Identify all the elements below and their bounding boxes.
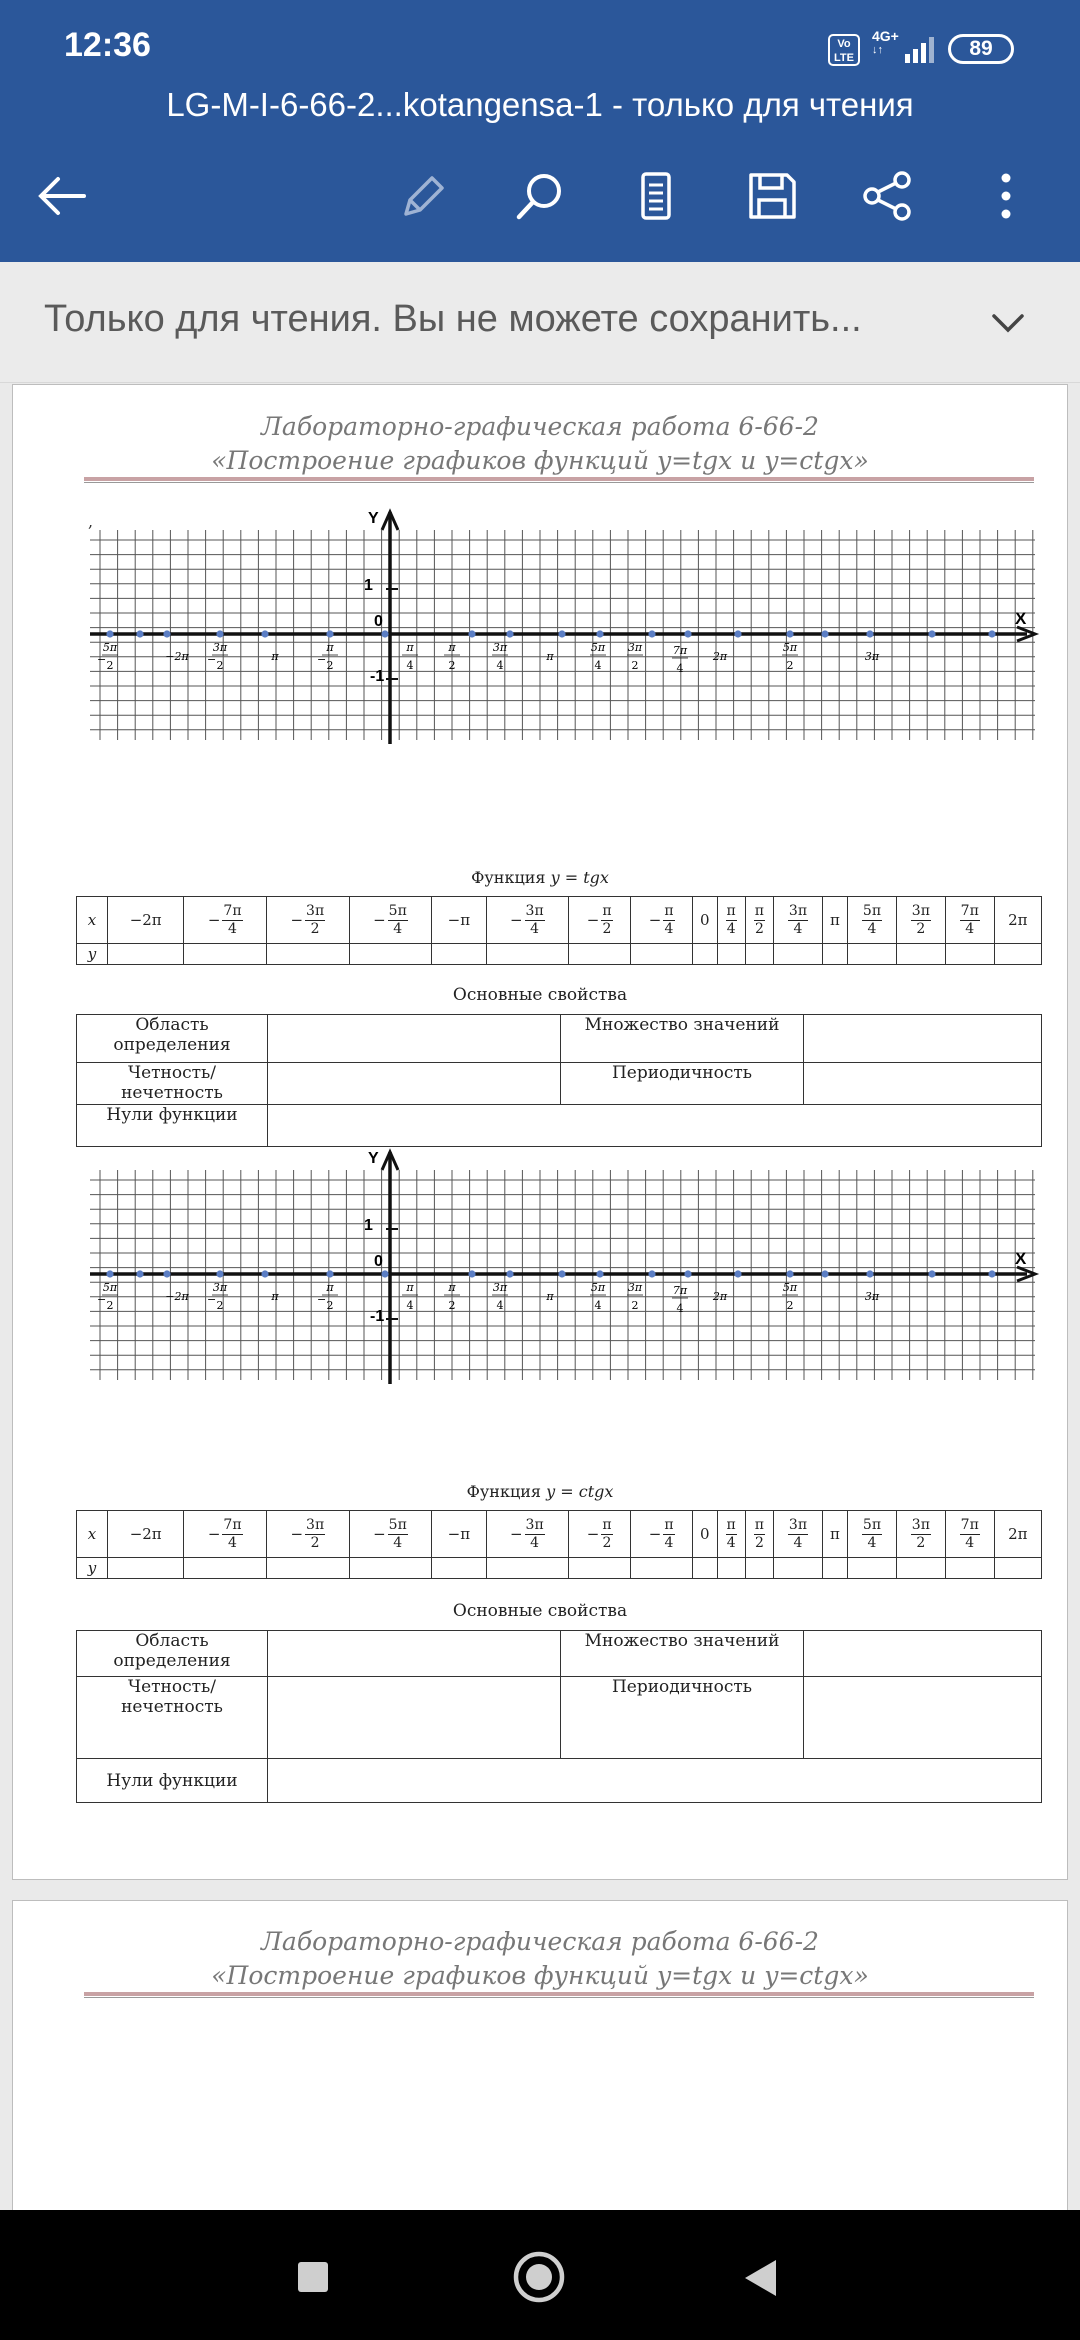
period-value[interactable] xyxy=(804,1063,1042,1105)
parity-label: Четность/ нечетность xyxy=(77,1063,268,1105)
recents-icon xyxy=(298,2262,328,2292)
table-input-cell[interactable] xyxy=(432,944,486,965)
table-input-cell[interactable] xyxy=(774,944,823,965)
svg-text:−2π: −2π xyxy=(165,650,189,663)
back-arrow-icon xyxy=(32,166,92,226)
x-tick-label xyxy=(270,650,279,663)
svg-text:4: 4 xyxy=(496,1299,504,1312)
header-line-1: Лабораторно-графическая работа 6-66-2 xyxy=(261,1927,819,1956)
y-row-label: y xyxy=(77,1558,108,1579)
column-value: $\frac{5\pi}{4}$ xyxy=(862,902,882,937)
x-axis-label: X xyxy=(1015,609,1027,628)
table-header-cell xyxy=(432,897,486,944)
axis-tick-point xyxy=(866,1270,873,1277)
svg-text:3π: 3π xyxy=(492,1281,508,1294)
svg-text:2: 2 xyxy=(631,1299,639,1312)
column-value: −2π xyxy=(129,911,162,929)
more-button[interactable] xyxy=(970,160,1042,232)
axis-tick-point xyxy=(216,1270,223,1277)
svg-text:−: − xyxy=(97,1293,107,1306)
svg-text:2π: 2π xyxy=(712,1290,728,1303)
table-input-cell[interactable] xyxy=(266,1558,349,1579)
table-input-cell[interactable] xyxy=(745,1558,773,1579)
column-value: $\frac{5\pi}{4}$ xyxy=(388,1516,407,1551)
chevron-down-icon[interactable] xyxy=(980,296,1036,352)
table-header-cell: − $\frac{5\pi}{4}$ xyxy=(349,897,432,944)
table-input-cell[interactable] xyxy=(994,1558,1041,1579)
column-value: $\frac{3\pi}{4}$ xyxy=(788,902,808,937)
x-tick-label xyxy=(865,1290,880,1303)
svg-text:3π: 3π xyxy=(212,1281,228,1294)
table-input-cell[interactable] xyxy=(945,944,994,965)
axis-tick-point xyxy=(786,630,793,637)
table-input-cell[interactable] xyxy=(349,944,432,965)
x-tick-label xyxy=(165,1290,189,1303)
column-value: $\frac{3\pi}{4}$ xyxy=(525,902,544,937)
svg-text:2π: 2π xyxy=(712,650,728,663)
axis-tick-point xyxy=(596,1270,603,1277)
x-tick-label xyxy=(270,1290,279,1303)
axis-tick-point xyxy=(558,630,565,637)
table-input-cell[interactable] xyxy=(631,944,693,965)
column-value: −π xyxy=(447,1525,471,1543)
parity-label: Четность/ нечетность xyxy=(77,1677,268,1759)
table-input-cell[interactable] xyxy=(432,1558,486,1579)
values-table-ctgx xyxy=(76,1510,1042,1579)
table-header-cell xyxy=(822,897,847,944)
table-input-cell[interactable] xyxy=(693,1558,717,1579)
table-input-cell[interactable] xyxy=(848,944,897,965)
column-value: $\frac{\pi}{4}$ xyxy=(664,1516,674,1551)
x-tick-label xyxy=(712,650,728,663)
axis-tick-point xyxy=(381,630,388,637)
svg-text:2: 2 xyxy=(326,1299,334,1312)
table-input-cell[interactable] xyxy=(945,1558,994,1579)
column-value: −π xyxy=(447,911,471,929)
svg-text:3π: 3π xyxy=(492,641,508,654)
header-line-1: Лабораторно-графическая работа 6-66-2 xyxy=(261,412,819,441)
table-header-cell xyxy=(994,897,1041,944)
column-value: 0 xyxy=(700,1525,710,1543)
column-value: π xyxy=(830,911,840,929)
svg-text:4: 4 xyxy=(406,659,414,672)
svg-text:7π: 7π xyxy=(672,1284,688,1297)
x-tick-label xyxy=(672,644,688,675)
svg-text:2: 2 xyxy=(106,1299,114,1312)
svg-text:4: 4 xyxy=(406,1299,414,1312)
svg-text:3π: 3π xyxy=(627,1281,643,1294)
svg-text:5π: 5π xyxy=(590,641,606,654)
recents-button[interactable] xyxy=(296,2260,330,2294)
zeros-label: Нули функции xyxy=(77,1759,268,1803)
svg-text:2: 2 xyxy=(786,659,794,672)
svg-text:π: π xyxy=(326,641,334,654)
axis-tick-point xyxy=(866,630,873,637)
table-header-cell xyxy=(717,1511,745,1558)
svg-text:π: π xyxy=(271,1290,279,1303)
domain-value[interactable] xyxy=(268,1631,561,1677)
edit-button[interactable] xyxy=(386,160,458,232)
column-value: $\frac{3\pi}{4}$ xyxy=(525,1516,544,1551)
back-button[interactable] xyxy=(26,160,98,232)
axis-tick-point xyxy=(216,630,223,637)
read-only-banner[interactable] xyxy=(0,262,1080,383)
table-header-cell xyxy=(432,1511,486,1558)
svg-text:5π: 5π xyxy=(102,641,118,654)
svg-text:π: π xyxy=(271,650,279,663)
stray-mark: , xyxy=(88,512,94,531)
y-minus-one-label: -1 xyxy=(370,1308,385,1325)
svg-text:4: 4 xyxy=(496,659,504,672)
table-input-cell[interactable] xyxy=(774,1558,823,1579)
caption-tgx: Функция y = tgx xyxy=(471,868,609,887)
table-input-cell[interactable] xyxy=(486,944,569,965)
svg-text:−: − xyxy=(317,1293,327,1306)
column-value: −2π xyxy=(129,1525,162,1543)
signal-icon xyxy=(904,36,936,64)
more-icon xyxy=(976,166,1036,226)
axis-tick-point xyxy=(821,1270,828,1277)
table-header-cell xyxy=(896,1511,945,1558)
svg-text:7π: 7π xyxy=(672,644,688,657)
x-row-label: x xyxy=(77,897,108,944)
svg-text:5π: 5π xyxy=(782,641,798,654)
column-value: $\frac{\pi}{2}$ xyxy=(602,1516,612,1551)
range-value[interactable] xyxy=(804,1015,1042,1063)
svg-text:5π: 5π xyxy=(782,1281,798,1294)
table-header-cell xyxy=(774,897,823,944)
axis-tick-point xyxy=(326,630,333,637)
svg-text:π: π xyxy=(546,1290,554,1303)
header-rule xyxy=(84,1992,1034,1996)
table-header-cell: − $\frac{\pi}{4}$ xyxy=(631,897,693,944)
svg-text:−: − xyxy=(97,653,107,666)
back-nav-button[interactable] xyxy=(742,2258,778,2298)
axis-tick-point xyxy=(786,1270,793,1277)
table-input-cell[interactable] xyxy=(486,1558,569,1579)
domain-label: Область определения xyxy=(77,1015,268,1063)
header-line-2: «Построение графиков функций y=tgx и y=ctgx» xyxy=(211,446,869,475)
table-input-cell[interactable] xyxy=(631,1558,693,1579)
y-one-label: 1 xyxy=(364,1217,373,1234)
clock: 12:36 xyxy=(64,26,151,64)
table-input-cell[interactable] xyxy=(569,1558,631,1579)
x-row-label: x xyxy=(77,1511,108,1558)
table-input-cell[interactable] xyxy=(822,944,847,965)
svg-text:−2π: −2π xyxy=(165,1290,189,1303)
svg-text:π: π xyxy=(546,650,554,663)
column-value: $\frac{7\pi}{4}$ xyxy=(960,1516,979,1551)
column-value: $\frac{3\pi}{2}$ xyxy=(911,902,930,937)
table-input-cell[interactable] xyxy=(184,1558,267,1579)
save-button[interactable] xyxy=(736,160,808,232)
table-header-cell xyxy=(717,897,745,944)
axis-tick-point xyxy=(326,1270,333,1277)
axis-tick-point xyxy=(928,1270,935,1277)
page-2-header xyxy=(0,1925,1080,1993)
column-value: $\frac{3\pi}{2}$ xyxy=(911,1516,930,1551)
svg-text:5π: 5π xyxy=(590,1281,606,1294)
properties-title-2: Основные свойства xyxy=(452,1601,628,1621)
table-input-cell[interactable] xyxy=(266,944,349,965)
table-header-cell xyxy=(693,1511,717,1558)
svg-text:2: 2 xyxy=(631,659,639,672)
domain-label: Область определения xyxy=(77,1631,268,1677)
range-label: Множество значений xyxy=(561,1015,804,1063)
x-tick-label xyxy=(545,1290,554,1303)
svg-text:π: π xyxy=(406,1281,414,1294)
x-tick-label xyxy=(712,1290,728,1303)
svg-text:4: 4 xyxy=(676,662,684,675)
svg-text:2: 2 xyxy=(786,1299,794,1312)
range-value[interactable] xyxy=(804,1631,1042,1677)
svg-text:2: 2 xyxy=(216,659,224,672)
column-value: $\frac{\pi}{2}$ xyxy=(754,902,764,937)
coordinate-grid-ctgx xyxy=(90,1140,1040,1480)
share-button[interactable] xyxy=(852,160,924,232)
column-value: $\frac{3\pi}{4}$ xyxy=(788,1516,808,1551)
svg-text:3π: 3π xyxy=(627,641,643,654)
axis-tick-point xyxy=(558,1270,565,1277)
column-value: $\frac{7\pi}{4}$ xyxy=(960,902,979,937)
x-tick-label xyxy=(672,1284,688,1315)
values-table-tgx xyxy=(76,896,1042,965)
caption-ctgx: Функция y = ctgx xyxy=(466,1482,614,1501)
svg-text:−: − xyxy=(317,653,327,666)
table-header-cell xyxy=(745,1511,773,1558)
axis-tick-point xyxy=(684,1270,691,1277)
table-input-cell[interactable] xyxy=(184,944,267,965)
table-input-cell[interactable] xyxy=(822,1558,847,1579)
table-input-cell[interactable] xyxy=(717,1558,745,1579)
table-header-cell: − $\frac{\pi}{2}$ xyxy=(569,1511,631,1558)
table-input-cell[interactable] xyxy=(349,1558,432,1579)
axis-tick-point xyxy=(381,1270,388,1277)
column-value: 0 xyxy=(700,911,710,929)
axis-tick-point xyxy=(648,1270,655,1277)
table-header-cell xyxy=(945,897,994,944)
table-input-cell[interactable] xyxy=(745,944,773,965)
axis-tick-point xyxy=(988,1270,995,1277)
svg-text:π: π xyxy=(448,1281,456,1294)
coordinate-grid-tgx xyxy=(90,500,1040,840)
svg-text:π: π xyxy=(406,641,414,654)
axis-tick-point xyxy=(821,630,828,637)
table-header-cell xyxy=(822,1511,847,1558)
svg-text:4: 4 xyxy=(594,659,602,672)
table-input-cell[interactable] xyxy=(896,1558,945,1579)
parity-value[interactable] xyxy=(268,1063,561,1105)
x-tick-label xyxy=(545,650,554,663)
table-header-cell xyxy=(848,897,897,944)
axis-tick-point xyxy=(106,630,113,637)
svg-text:3π: 3π xyxy=(864,1290,880,1303)
range-label: Множество значений xyxy=(561,1631,804,1677)
table-input-cell[interactable] xyxy=(693,944,717,965)
y-one-label: 1 xyxy=(364,577,373,594)
y-row-label: y xyxy=(77,944,108,965)
column-value: π xyxy=(830,1525,840,1543)
svg-text:5π: 5π xyxy=(102,1281,118,1294)
axis-tick-point xyxy=(734,1270,741,1277)
home-button[interactable] xyxy=(512,2250,566,2304)
axis-tick-point xyxy=(684,630,691,637)
svg-text:3π: 3π xyxy=(864,650,880,663)
column-value: $\frac{\pi}{4}$ xyxy=(726,902,736,937)
column-value: $\frac{\pi}{4}$ xyxy=(664,902,674,937)
table-input-cell[interactable] xyxy=(569,944,631,965)
banner-text: Только для чтения. Вы не можете сохранить... xyxy=(44,298,862,340)
battery-icon: 89 xyxy=(948,34,1014,64)
reading-view-button[interactable] xyxy=(620,160,692,232)
table-header-cell: − $\frac{\pi}{4}$ xyxy=(631,1511,693,1558)
y-minus-one-label: -1 xyxy=(370,668,385,685)
svg-text:4: 4 xyxy=(676,1302,684,1315)
axis-tick-point xyxy=(261,1270,268,1277)
svg-text:−: − xyxy=(207,1293,217,1306)
page-header xyxy=(0,410,1080,478)
properties-table-tgx xyxy=(76,1014,1042,1147)
table-header-cell xyxy=(108,897,184,944)
axis-tick-point xyxy=(988,630,995,637)
table-input-cell[interactable] xyxy=(848,1558,897,1579)
volte-icon: Vo LTE xyxy=(828,34,860,66)
x-tick-label xyxy=(165,650,189,663)
column-value: $\frac{5\pi}{4}$ xyxy=(862,1516,882,1551)
column-value: $\frac{\pi}{4}$ xyxy=(726,1516,736,1551)
table-header-cell: − $\frac{3\pi}{4}$ xyxy=(486,1511,569,1558)
table-header-cell xyxy=(693,897,717,944)
axis-tick-point xyxy=(163,1270,170,1277)
network-type: 4G+ ↓↑ xyxy=(872,28,899,56)
axis-tick-point xyxy=(596,630,603,637)
table-header-cell xyxy=(774,1511,823,1558)
svg-text:2: 2 xyxy=(448,1299,456,1312)
table-header-cell xyxy=(945,1511,994,1558)
period-value[interactable] xyxy=(804,1677,1042,1759)
table-header-cell: − $\frac{3\pi}{4}$ xyxy=(486,897,569,944)
axis-tick-point xyxy=(648,630,655,637)
table-input-cell[interactable] xyxy=(896,944,945,965)
domain-value[interactable] xyxy=(268,1015,561,1063)
properties-title-1: Основные свойства xyxy=(452,985,628,1005)
system-navigation-bar xyxy=(0,2210,1080,2340)
axis-tick-point xyxy=(136,1270,143,1277)
svg-text:2: 2 xyxy=(106,659,114,672)
column-value: $\frac{3\pi}{2}$ xyxy=(306,902,325,937)
svg-text:π: π xyxy=(448,641,456,654)
table-header-cell: − $\frac{3\pi}{2}$ xyxy=(266,897,349,944)
svg-text:2: 2 xyxy=(216,1299,224,1312)
axis-tick-point xyxy=(136,630,143,637)
header-rule xyxy=(84,477,1034,481)
column-value: 2π xyxy=(1008,1525,1028,1543)
table-input-cell[interactable] xyxy=(108,944,184,965)
axis-tick-point xyxy=(468,1270,475,1277)
app-bar xyxy=(0,0,1080,262)
x-axis-label: X xyxy=(1015,1249,1027,1268)
y-axis-label: Y xyxy=(368,1150,379,1167)
axis-tick-point xyxy=(106,1270,113,1277)
document-title: LG-M-I-6-66-2...kotangensa-1 - только для чтения xyxy=(166,86,914,123)
pencil-icon xyxy=(392,166,452,226)
svg-text:2: 2 xyxy=(448,659,456,672)
search-icon xyxy=(510,166,570,226)
column-value: 2π xyxy=(1008,911,1028,929)
axis-tick-point xyxy=(928,630,935,637)
parity-value[interactable] xyxy=(268,1677,561,1759)
axis-tick-point xyxy=(261,630,268,637)
axis-tick-point xyxy=(734,630,741,637)
column-value: $\frac{7\pi}{4}$ xyxy=(223,1516,242,1551)
share-icon xyxy=(858,166,918,226)
svg-text:−: − xyxy=(207,653,217,666)
column-value: $\frac{3\pi}{2}$ xyxy=(306,1516,325,1551)
axis-tick-point xyxy=(468,630,475,637)
table-input-cell[interactable] xyxy=(717,944,745,965)
axis-tick-point xyxy=(163,630,170,637)
back-triangle-icon xyxy=(745,2260,776,2296)
zeros-value[interactable] xyxy=(268,1759,1042,1803)
axis-tick-point xyxy=(506,630,513,637)
search-button[interactable] xyxy=(504,160,576,232)
x-tick-label xyxy=(865,650,880,663)
table-input-cell[interactable] xyxy=(108,1558,184,1579)
svg-text:π: π xyxy=(326,1281,334,1294)
svg-text:4: 4 xyxy=(594,1299,602,1312)
table-header-cell: − $\frac{7\pi}{4}$ xyxy=(184,1511,267,1558)
table-header-cell xyxy=(745,897,773,944)
origin-label: 0 xyxy=(374,1253,383,1270)
period-label: Периодичность xyxy=(561,1063,804,1105)
properties-table-ctgx xyxy=(76,1630,1042,1803)
period-label: Периодичность xyxy=(561,1677,804,1759)
zeros-label: Нули функции xyxy=(77,1105,268,1147)
table-header-cell: − $\frac{7\pi}{4}$ xyxy=(184,897,267,944)
table-input-cell[interactable] xyxy=(994,944,1041,965)
save-icon xyxy=(742,166,802,226)
table-header-cell: − $\frac{\pi}{2}$ xyxy=(569,897,631,944)
reading-view-icon xyxy=(626,166,686,226)
table-header-cell xyxy=(108,1511,184,1558)
y-axis-label: Y xyxy=(368,510,379,527)
column-value: $\frac{5\pi}{4}$ xyxy=(388,902,407,937)
table-header-cell xyxy=(896,897,945,944)
column-value: $\frac{\pi}{2}$ xyxy=(602,902,612,937)
table-header-cell xyxy=(848,1511,897,1558)
axis-tick-point xyxy=(506,1270,513,1277)
svg-text:3π: 3π xyxy=(212,641,228,654)
column-value: $\frac{\pi}{2}$ xyxy=(754,1516,764,1551)
column-value: $\frac{7\pi}{4}$ xyxy=(223,902,242,937)
table-header-cell xyxy=(994,1511,1041,1558)
table-header-cell: − $\frac{5\pi}{4}$ xyxy=(349,1511,432,1558)
table-header-cell: − $\frac{3\pi}{2}$ xyxy=(266,1511,349,1558)
svg-text:2: 2 xyxy=(326,659,334,672)
status-bar xyxy=(0,0,1080,80)
header-line-2: «Построение графиков функций y=tgx и y=ctgx» xyxy=(211,1961,869,1990)
origin-label: 0 xyxy=(374,613,383,630)
